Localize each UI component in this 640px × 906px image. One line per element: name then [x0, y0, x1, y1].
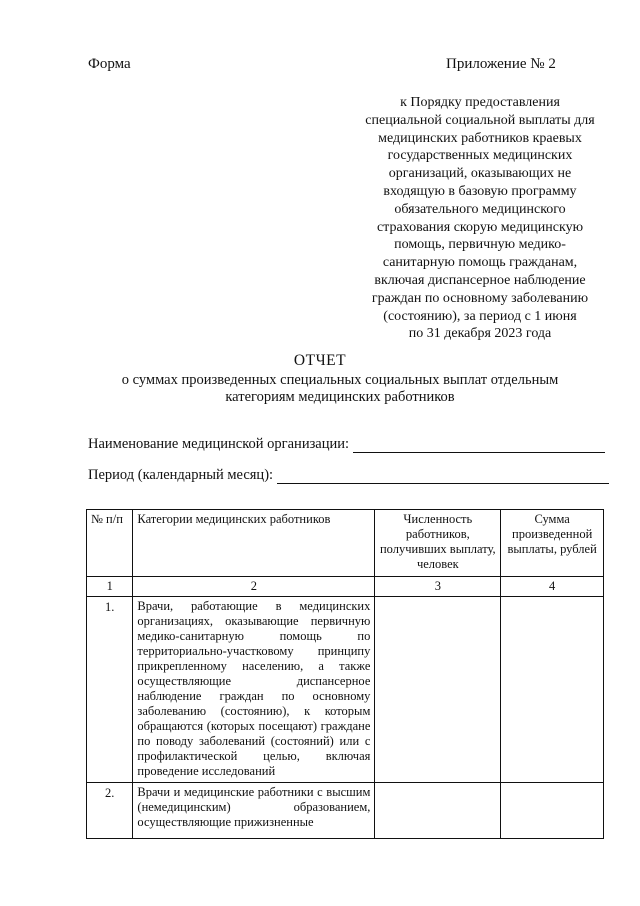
table-row — [87, 783, 604, 839]
order-line: помощь, первичную медико- — [394, 237, 566, 253]
order-line: входящую в базовую программу — [383, 183, 577, 199]
order-line: к Порядку предоставления — [400, 95, 560, 110]
period-input-line[interactable] — [277, 469, 609, 484]
period-field[interactable] — [88, 467, 609, 484]
order-line: страхования скорую медицинскую — [376, 219, 584, 235]
header-cell-category: Категории медицинских работников — [133, 510, 375, 577]
column-number-cell: 1 — [87, 577, 133, 597]
order-line: по 31 декабря 2023 года — [408, 326, 552, 342]
row-count-cell[interactable] — [375, 597, 501, 783]
organization-label: Наименование медицинской организации: — [88, 436, 350, 452]
row-count-cell[interactable] — [375, 783, 501, 839]
header-cell-count: Численность работников, получивших выплату, человек — [375, 510, 501, 577]
report-table — [86, 509, 604, 839]
row-number: 1. — [87, 597, 133, 783]
report-title: ОТЧЕТ — [293, 352, 347, 369]
report-subtitle-line: о суммах произведенных специальных социальных выплат отдельным — [121, 372, 559, 388]
column-number-cell: 4 — [501, 577, 604, 597]
table-row — [87, 597, 604, 783]
period-label: Период (календарный месяц): — [88, 467, 274, 483]
order-reference — [352, 94, 608, 343]
order-line: (состоянию), за период с 1 июня — [383, 308, 577, 324]
organization-input-line[interactable] — [353, 438, 605, 453]
order-line: санитарную помощь гражданам, — [382, 255, 578, 271]
column-number-cell: 2 — [133, 577, 375, 597]
order-line: обязательного медицинского — [394, 201, 566, 217]
row-amount-cell[interactable] — [501, 597, 604, 783]
column-number-row — [87, 577, 604, 597]
report-subtitle-line: категориям медицинских работников — [225, 389, 455, 405]
order-line: граждан по основному заболеванию — [371, 290, 589, 306]
organization-field[interactable] — [88, 436, 605, 453]
order-line: специальной социальной выплаты для — [365, 112, 595, 128]
table-header-row — [87, 510, 604, 577]
header-cell-number: № п/п — [87, 510, 133, 577]
row-category: Врачи и медицинские работники с высшим (немедицинским) образованием, осуществляющие прижизненные — [133, 783, 375, 839]
row-number: 2. — [87, 783, 133, 839]
order-line: государственных медицинских — [387, 148, 573, 164]
order-line: включая диспансерное наблюдение — [374, 272, 586, 288]
report-subtitle — [60, 372, 620, 406]
order-line: организаций, оказывающих не — [388, 166, 572, 182]
column-number-cell: 3 — [375, 577, 501, 597]
header-cell-amount: Сумма произведенной выплаты, рублей — [501, 510, 604, 577]
row-category: Врачи, работающие в медицинских организациях, оказывающие первичную медико-санитарную помощь по территориально-участковому принципу прикрепленному населению, а также осуществляющие диспансерное наблюдение граждан по основному заболеванию (состоянию), к которым обращаются (которых посещают) граждане по поводу заболеваний (состояний) или с профилактической целью, включая проведение исследований — [133, 597, 375, 783]
order-line: медицинских работников краевых — [378, 130, 582, 146]
form-label: Форма — [88, 56, 131, 72]
appendix-label: Приложение № 2 — [446, 56, 556, 72]
row-amount-cell[interactable] — [501, 783, 604, 839]
